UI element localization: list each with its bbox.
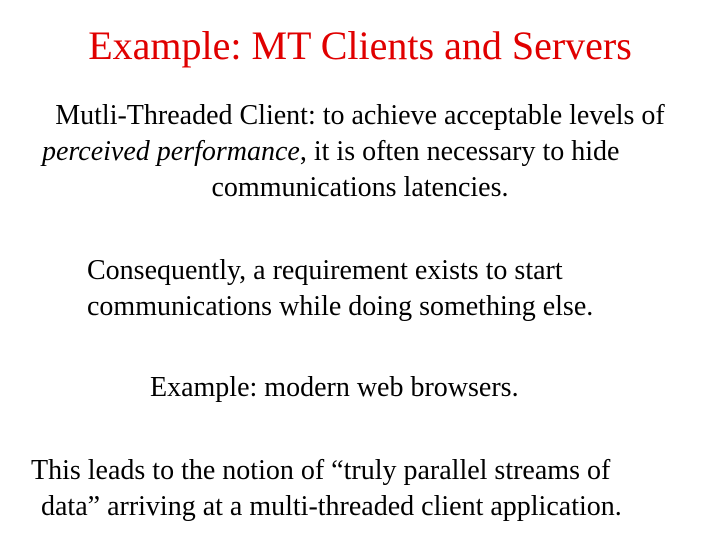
paragraph-text: , it is often necessary to hide	[299, 136, 620, 167]
paragraph-consequently	[87, 253, 593, 325]
paragraph-line: communications latencies.	[211, 172, 509, 203]
paragraph-parallel-streams	[31, 453, 622, 525]
paragraph-line: Consequently, a requirement exists to start	[87, 255, 563, 286]
emphasis-text: perceived performance	[42, 136, 300, 167]
paragraph-line: Example: modern web browsers.	[150, 372, 519, 403]
paragraph-line: This leads to the notion of “truly parallel streams of	[31, 455, 611, 486]
paragraph-multithreaded-client	[0, 98, 720, 206]
paragraph-line: Mutli-Threaded Client: to achieve acceptable levels of	[55, 100, 665, 131]
paragraph-line: data” arriving at a multi-threaded client application.	[41, 491, 622, 522]
paragraph-example-browsers	[150, 370, 519, 406]
paragraph-line	[0, 134, 720, 170]
paragraph-line: communications while doing something else.	[87, 291, 594, 322]
slide-title: Example: MT Clients and Servers	[88, 23, 632, 68]
